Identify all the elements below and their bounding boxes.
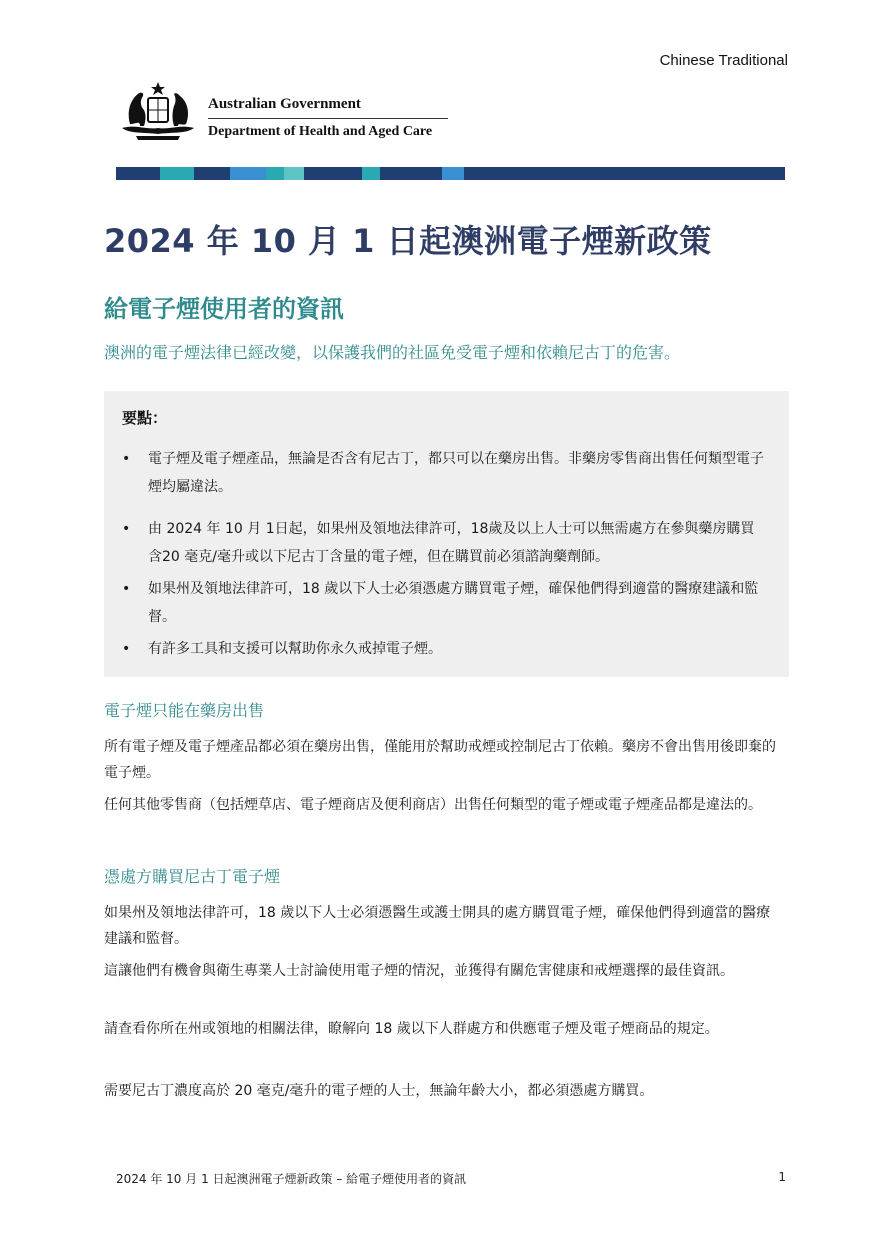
- intro-text: 澳洲的電子煙法律已經改變，以保護我們的社區免受電子煙和依賴尼古丁的危害。: [104, 343, 681, 362]
- color-segment: [304, 167, 362, 180]
- paragraph: 所有電子煙及電子煙產品都必須在藥房出售，僅能用於幫助戒煙或控制尼古丁依賴。藥房不會出售用後即棄的電子煙。: [104, 739, 776, 781]
- key-point-item: • 電子煙及電子煙產品，無論是否含有尼古丁，都只可以在藥房出售。非藥房零售商出售任何類型電子煙均屬違法。: [148, 445, 768, 501]
- key-point-item: • 有許多工具和支援可以幫助你永久戒掉電子煙。: [148, 635, 768, 663]
- key-points-heading: 要點：: [122, 409, 168, 427]
- header-color-bar: [116, 167, 785, 180]
- paragraph: 如果州及領地法律許可，18 歲以下人士必須憑醫生或護士開具的處方購買電子煙，確保他們得到適當的醫療建議和監督。: [104, 905, 771, 947]
- section-heading-prescription: 憑處方購買尼古丁電子煙: [104, 867, 281, 886]
- paragraph: 需要尼古丁濃度高於 20 毫克/毫升的電子煙的人士，無論年齡大小，都必須憑處方購買。: [104, 1083, 654, 1099]
- footer-title: 2024 年 10 月 1 日起澳洲電子煙新政策 – 給電子煙使用者的資訊: [116, 1172, 467, 1186]
- color-segment: [380, 167, 442, 180]
- color-segment: [464, 167, 785, 180]
- logo-divider: [208, 118, 448, 119]
- color-segment: [442, 167, 464, 180]
- government-name: Australian Government: [208, 96, 361, 112]
- color-segment: [230, 167, 266, 180]
- color-segment: [284, 167, 304, 180]
- page-number: 1: [778, 1170, 786, 1184]
- government-logo: [116, 80, 466, 146]
- section-heading-pharmacy: 電子煙只能在藥房出售: [104, 701, 265, 720]
- key-point-item: • 如果州及領地法律許可，18 歲以下人士必須憑處方購買電子煙，確保他們得到適當的醫療建議和監督。: [148, 575, 768, 631]
- color-segment: [266, 167, 284, 180]
- page-title: 2024 年 10 月 1 日起澳洲電子煙新政策: [104, 222, 712, 260]
- department-name: Department of Health and Aged Care: [208, 124, 433, 139]
- key-point-item: • 由 2024 年 10 月 1日起，如果州及領地法律許可，18歲及以上人士可以無需處方在參與藥房購買含20 毫克/毫升或以下尼古丁含量的電子煙，但在購買前必須諮詢藥劑師。: [148, 515, 768, 571]
- paragraph: 請查看你所在州或領地的相關法律，瞭解向 18 歲以下人群處方和供應電子煙及電子煙商品的規定。: [104, 1021, 719, 1037]
- color-segment: [160, 167, 194, 180]
- paragraph: 這讓他們有機會與衛生專業人士討論使用電子煙的情況，並獲得有關危害健康和戒煙選擇的最佳資訊。: [104, 963, 734, 979]
- key-points-box: [104, 391, 789, 677]
- color-segment: [194, 167, 230, 180]
- color-segment: [116, 167, 160, 180]
- paragraph: 任何其他零售商（包括煙草店、電子煙商店及便利商店）出售任何類型的電子煙或電子煙產品都是違法的。: [104, 797, 762, 813]
- page-subtitle: 給電子煙使用者的資訊: [104, 295, 344, 323]
- coat-of-arms-icon: [116, 80, 200, 146]
- language-label: Chinese Traditional: [659, 52, 788, 69]
- color-segment: [362, 167, 380, 180]
